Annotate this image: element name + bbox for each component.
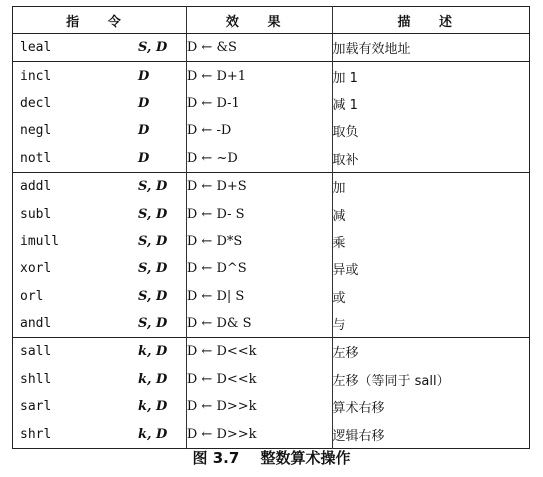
instruction-mnemonic: imull [20,233,60,249]
description-cell: 加载有效地址 [332,42,411,58]
instruction-cell [13,310,187,338]
effect-cell: D ← D>>k [186,420,332,448]
table-row [13,420,530,448]
effect-cell: D ← D+1 [186,62,332,90]
instruction-operands: S, D [138,288,168,304]
effect-cell: D ← D- S [186,200,332,227]
instruction-cell [13,366,187,393]
instruction-operands: k, D [138,399,168,415]
table-row [13,117,530,144]
description-cell: 减 1 [332,97,358,113]
instruction-mnemonic: leal [20,40,52,56]
description-cell: 异或 [332,263,359,279]
description-cell: 取补 [332,152,359,168]
instruction-mnemonic: sarl [20,399,52,415]
figure-number: 图 3.7 [192,449,240,467]
instruction-cell [13,255,187,282]
instruction-operands: D [138,95,150,111]
description-cell: 加 1 [332,62,529,90]
description-cell: 加 [332,172,529,200]
instruction-cell [13,117,187,144]
instruction-mnemonic: xorl [20,261,52,277]
instruction-cell [13,283,187,310]
instruction-operands: k, D [138,426,168,442]
figure-caption [0,447,543,468]
instruction-cell [13,62,187,90]
description-cell: 左移 [332,338,529,366]
table-row [13,283,530,310]
figure-title: 整数算术操作 [260,449,351,467]
table-row [13,90,530,117]
effect-cell: D ← D& S [186,310,332,338]
instruction-mnemonic: shll [20,371,52,387]
header-instruction: 指 令 [13,7,187,34]
table-row [13,228,530,255]
table-header-row [13,7,530,34]
description-cell: 取负 [332,125,359,141]
instruction-operands: S, D [138,261,168,277]
instruction-operands: S, D [138,206,168,222]
table-row [13,62,530,90]
header-effect: 效 果 [186,7,332,34]
instruction-operands: k, D [138,371,168,387]
instruction-mnemonic: subl [20,206,52,222]
instruction-cell [13,228,187,255]
table-body [13,34,530,449]
instruction-cell [13,393,187,420]
instruction-cell [13,172,187,200]
effect-cell: D ← D<<k [186,338,332,366]
table-row [13,338,530,366]
document-page [12,6,530,449]
table-row [13,145,530,173]
integer-arithmetic-table [12,6,530,449]
description-cell: 左移（等同于 sall） [332,373,450,389]
table-row [13,200,530,227]
effect-cell: D ← D<<k [186,366,332,393]
instruction-mnemonic: orl [20,288,44,304]
instruction-mnemonic: incl [20,68,52,84]
description-cell: 算术右移 [332,401,385,417]
instruction-mnemonic: negl [20,123,52,139]
description-cell: 或 [332,290,346,306]
instruction-cell [13,34,187,62]
effect-cell: D ← ~D [186,145,332,173]
effect-cell: D ← D^S [186,255,332,282]
description-cell: 与 [332,318,346,334]
effect-cell: D ← &S [186,34,332,62]
description-cell: 减 [332,208,346,224]
instruction-mnemonic: decl [20,95,52,111]
instruction-cell [13,200,187,227]
instruction-mnemonic: sall [20,344,52,360]
instruction-operands: D [138,150,150,166]
table-row [13,366,530,393]
instruction-cell [13,338,187,366]
effect-cell: D ← D*S [186,228,332,255]
instruction-cell [13,145,187,173]
instruction-operands: S, D [138,179,168,195]
instruction-mnemonic: notl [20,150,52,166]
instruction-operands: S, D [138,233,168,249]
effect-cell: D ← D>>k [186,393,332,420]
table-row [13,310,530,338]
instruction-operands: D [138,123,150,139]
effect-cell: D ← D+S [186,172,332,200]
effect-cell: D ← D| S [186,283,332,310]
description-cell: 乘 [332,235,346,251]
header-description: 描 述 [332,7,529,34]
instruction-operands: S, D [138,40,168,56]
table-row [13,172,530,200]
description-cell: 逻辑右移 [332,428,385,444]
table-row [13,255,530,282]
effect-cell: D ← -D [186,117,332,144]
instruction-mnemonic: addl [20,179,52,195]
instruction-mnemonic: shrl [20,426,52,442]
instruction-operands: k, D [138,344,168,360]
instruction-operands: S, D [138,316,168,332]
instruction-mnemonic: andl [20,316,52,332]
table-row [13,34,530,62]
instruction-cell [13,90,187,117]
effect-cell: D ← D-1 [186,90,332,117]
table-row [13,393,530,420]
instruction-operands: D [138,68,150,84]
instruction-cell [13,420,187,448]
